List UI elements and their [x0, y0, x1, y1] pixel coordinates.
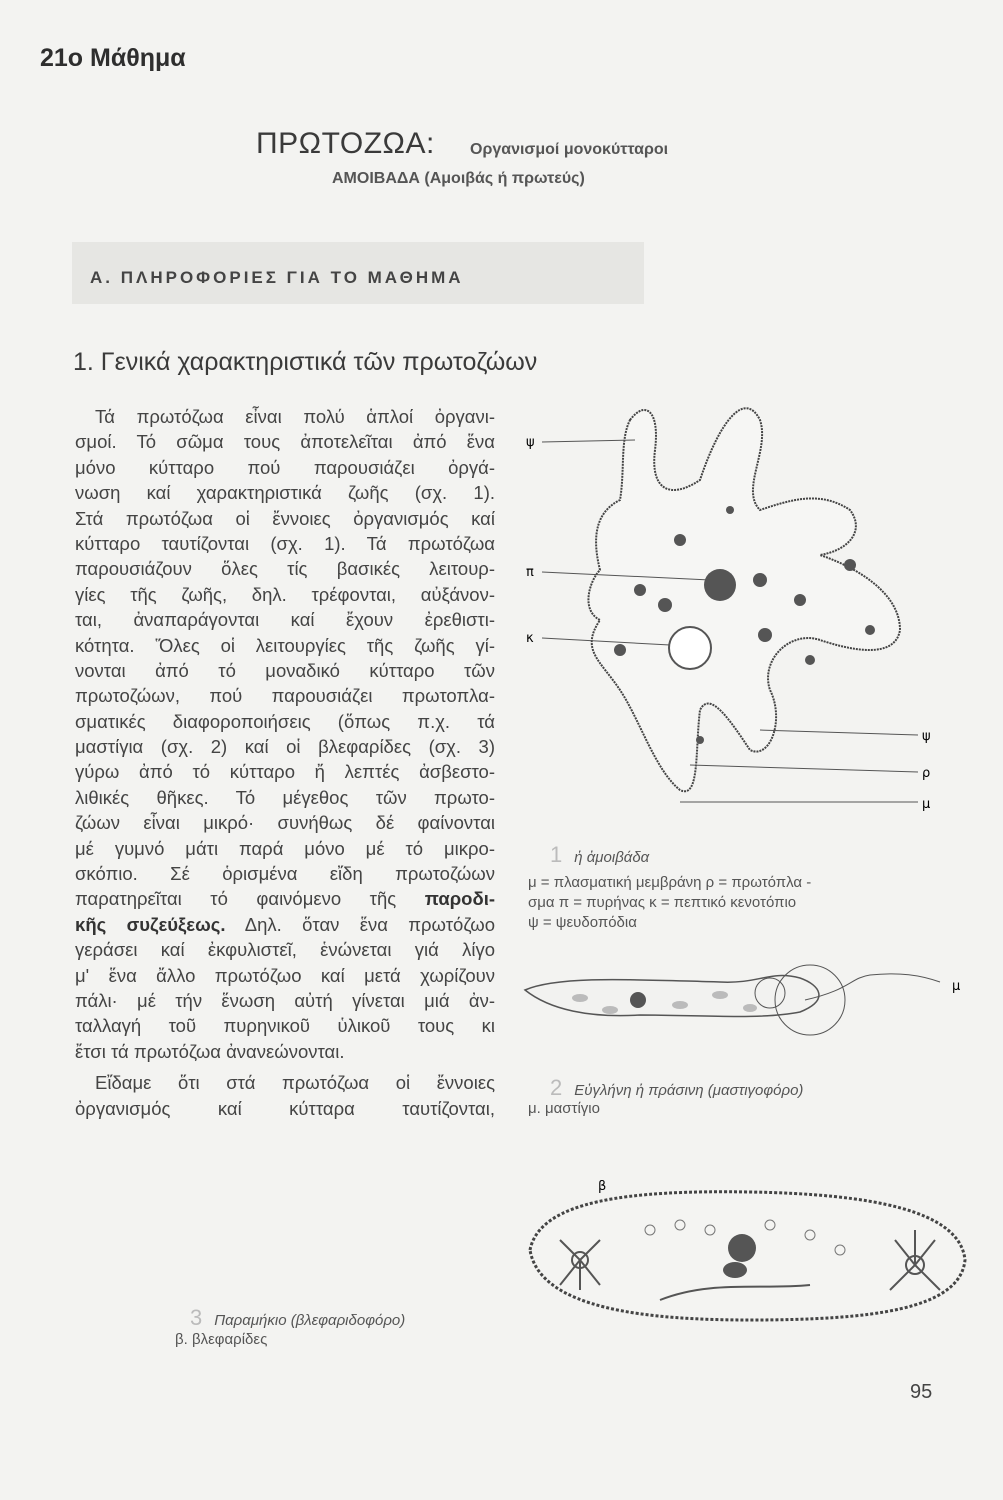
section-heading: Α. ΠΛΗΡΟΦΟΡΙΕΣ ΓΙΑ ΤΟ ΜΑΘΗΜΑ — [90, 268, 464, 287]
paramecium-figure — [510, 1170, 980, 1350]
body-line: ἔτσι τά πρωτόζωα ἀνανεώνονται. — [75, 1040, 345, 1062]
label-mu-flagellum: μ — [952, 979, 961, 994]
body-line: Τά πρωτόζωα εἶναι πολύ ἁπλοί ὀργανι- — [95, 406, 495, 427]
body-line: ζώων εἶναι μικρό· συνήθως δέ φαίνονται — [75, 812, 495, 834]
label-psi-right: ψ — [922, 729, 931, 744]
label-pi: π — [526, 565, 534, 580]
body-line: σματικές διαφοροποιήσεις (ὅπως π.χ. τά — [75, 710, 495, 732]
body-text — [75, 404, 495, 1121]
amoeba-body — [588, 408, 900, 791]
paragraph-1-rest — [75, 937, 495, 1064]
label-rho: ρ — [922, 766, 931, 781]
body-line: μόνο κύτταρο πού παρουσιάζει ὀργά- — [75, 456, 495, 478]
lesson-number: 21ο Μάθημα — [40, 44, 186, 72]
page-subtitle-amoeba: ΑΜΟΙΒΑΔΑ (Αμοιβάς ή πρωτεύς) — [332, 170, 585, 187]
figure-2-legend: μ. μαστίγιο — [528, 1100, 600, 1117]
body-line: νονται ἀπό τό μοναδικό κύτταρο τῶν — [75, 659, 495, 681]
body-line: παρουσιάζουν ὅλες τίς βασικές λειτουρ- — [75, 558, 495, 580]
label-kappa: κ — [526, 631, 534, 646]
body-line: μαστίγια (σχ. 2) καί οἱ βλεφαρίδες (σχ. 3) — [75, 736, 495, 758]
figure-1-legend: μ = πλασματική μεμβράνη ρ = πρωτόπλα - σμα π = πυρήνας κ = πεπτικό κενοτόπιο ψ = ψευδοπόδια — [528, 874, 812, 931]
nucleus — [704, 569, 736, 601]
body-line: κῆς συζεύξεως. Δηλ. ὅταν ἕνα πρωτόζωο — [75, 913, 495, 935]
body-line: ὀργανισμός καί κύτταρα ταυτίζονται, — [75, 1097, 495, 1119]
bold-term: κῆς συζεύξεως. — [75, 913, 226, 935]
subsection-heading: 1. Γενικά χαρακτηριστικά τῶν πρωτοζώων — [73, 348, 538, 376]
body-line: κύτταρο ταυτίζονται (σχ. 1). Τά πρωτόζωα — [75, 532, 495, 554]
page-subtitle: Οργανισμοί μονοκύτταροι — [470, 141, 669, 158]
bold-term: παροδι- — [424, 888, 495, 910]
label-psi-top: ψ — [526, 435, 535, 450]
euglena-figure — [520, 960, 970, 1040]
figure-2-caption: 2 Εὐγλήνη ἡ πράσινη (μαστιγοφόρο) — [550, 1075, 804, 1100]
body-line: σκόπιο. Σέ ὁρισμένα εἴδη πρωτοζώων — [75, 863, 495, 885]
label-beta: β — [598, 1179, 607, 1194]
body-line: Στά πρωτόζωα οἱ ἔννοιες ὀργανισμός καί — [75, 507, 495, 529]
body-line: μέ γυμνό μάτι παρά μόνο μέ τό μικρο- — [75, 837, 495, 859]
paragraph-2 — [75, 1070, 495, 1121]
body-line: γύρω ἀπό τό κύτταρο ἤ λεπτές ἀσβεστο- — [75, 761, 495, 783]
page-title: ΠΡΩΤΟΖΩΑ: — [256, 127, 435, 160]
amoeba-figure — [520, 390, 960, 820]
body-line: γεράσει καί ἐκφυλιστεῖ, ἑνώνεται γιά λίγο — [75, 939, 495, 961]
body-line: ται, ἀναπαράγονται καί ἔχουν ἐρεθιστι- — [75, 609, 495, 631]
body-line: παρατηρεῖται τό φαινόμενο τῆς παροδι- — [75, 888, 495, 910]
digestive-vacuole — [669, 627, 711, 669]
figure-3-caption: 3 Παραμήκιο (βλεφαριδοφόρο) — [190, 1305, 406, 1330]
body-line: ταλλαγή τοῦ πυρηνικοῦ ὑλικοῦ τους κι — [75, 1015, 495, 1037]
page-number: 95 — [910, 1381, 933, 1403]
body-line: πάλι· μέ τήν ἕνωση αὐτή γίνεται μιά ἀν- — [75, 989, 495, 1011]
label-mu: μ — [922, 797, 931, 812]
body-line: νωση καί χαρακτηριστικά ζωῆς (σχ. 1). — [75, 482, 495, 504]
figure-1-caption: 1 ἡ ἀμοιβάδα — [550, 842, 650, 867]
body-line: γίες τῆς ζωῆς, δηλ. τρέφονται, αὐξάνον- — [75, 583, 495, 605]
figure-3-legend: β. βλεφαρίδες — [175, 1331, 268, 1348]
paragraph-1 — [75, 404, 495, 886]
body-line: κότητα. Ὅλες οἱ λειτουργίες τῆς ζωῆς γί- — [75, 634, 495, 656]
body-line: λιθικές θῆκες. Τό μέγεθος τῶν πρωτο- — [75, 786, 495, 808]
body-line: μ' ἕνα ἄλλο πρωτόζωο καί μετά χωρίζουν — [75, 964, 495, 986]
body-line: σμοί. Τό σῶμα τους ἀποτελεῖται ἀπό ἕνα — [75, 431, 495, 453]
body-line: Εἴδαμε ὅτι στά πρωτόζωα οἱ ἔννοιες — [95, 1072, 495, 1094]
body-line: πρωτοζώων, πού παρουσιάζει πρωτοπλα- — [75, 685, 495, 707]
